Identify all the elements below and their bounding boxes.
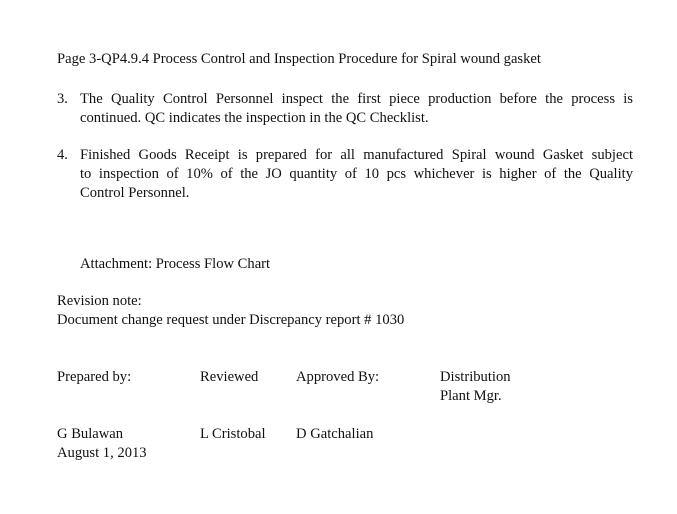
- revision-note-label: Revision note:: [57, 293, 142, 309]
- prepared-by-label: Prepared by:: [57, 369, 132, 385]
- reviewed-label: Reviewed: [200, 369, 259, 385]
- item-number: 3.: [57, 91, 68, 107]
- approved-by-name: D Gatchalian: [296, 426, 374, 442]
- item-number: 4.: [57, 147, 68, 163]
- page-header: Page 3-QP4.9.4 Process Control and Inspection Procedure for Spiral wound gasket: [57, 51, 541, 67]
- revision-note-text: Document change request under Discrepancy report # 1030: [57, 312, 405, 328]
- item-text-line: Finished Goods Receipt is prepared for all manufactured Spiral wound Gasket subject: [80, 147, 633, 163]
- item-text: [80, 146, 633, 203]
- prepared-by-name: G Bulawan: [57, 426, 124, 442]
- prepared-date: August 1, 2013: [57, 445, 147, 461]
- item-text-line: Control Personnel.: [80, 185, 190, 201]
- approved-by-label: Approved By:: [296, 369, 380, 385]
- item-text-line: to inspection of 10% of the JO quantity of 10 pcs whichever is higher of the Quality: [80, 166, 633, 182]
- distribution-value: Plant Mgr.: [440, 388, 502, 404]
- attachment-note: Attachment: Process Flow Chart: [80, 256, 271, 272]
- item-text-line: The Quality Control Personnel inspect the first piece production before the process is: [80, 91, 633, 107]
- procedure-item-4: [57, 146, 633, 203]
- reviewed-by-name: L Cristobal: [200, 426, 266, 442]
- distribution-label: Distribution: [440, 369, 511, 385]
- procedure-item-3: [57, 90, 633, 128]
- item-text: [80, 90, 633, 128]
- item-text-line: continued. QC indicates the inspection in the QC Checklist.: [80, 110, 429, 126]
